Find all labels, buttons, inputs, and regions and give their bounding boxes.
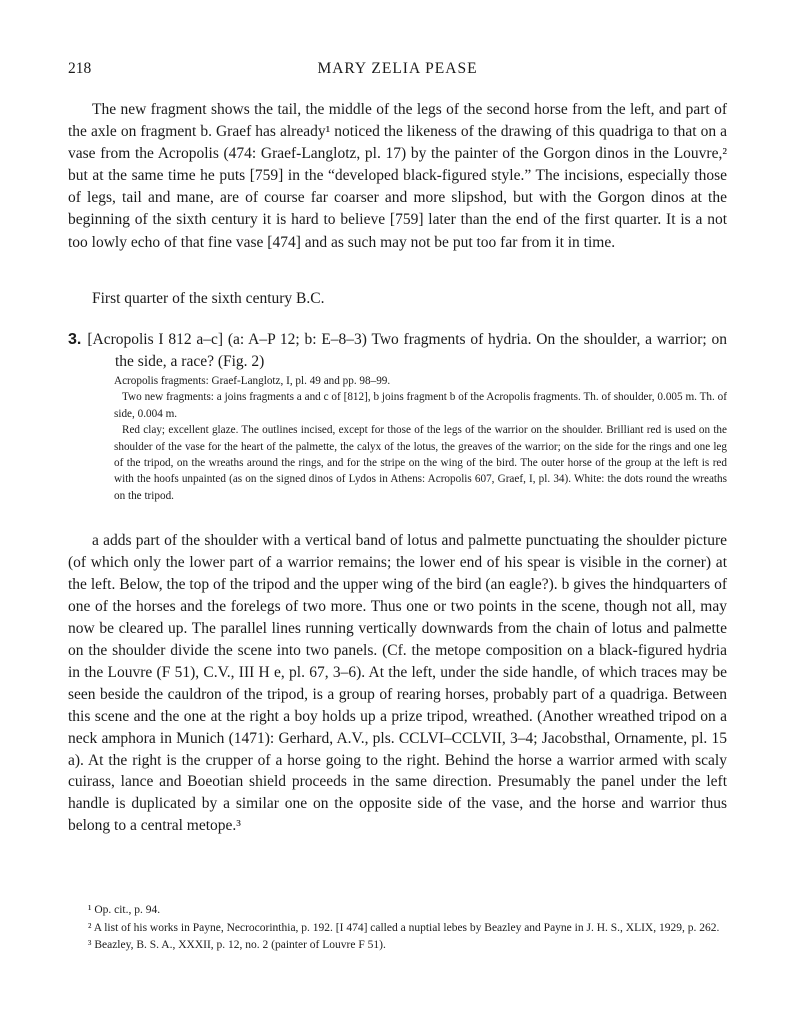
note-technique: Red clay; excellent glaze. The outlines incised, except for those of the legs of the warrior on the shoulder. Brilliant red is used on the shoulder of the vase for the heart of the palmette, the calyx of the lotus, the greaves of the warrior; on the side for the rings and one leg of the tripod, on the wreaths around the rings, and for the stripe on the wing of the bird. The outer horse of the group at the left is red with the hoofs unpainted (as on the signed dinos of Lydos in Athens: Acropolis 607, Graef, I, pl. 34). White: the dots round the wreaths on the tripod. bbox=[114, 424, 727, 502]
running-head: MARY ZELIA PEASE bbox=[317, 60, 478, 77]
note-new-fragments: Two new fragments: a joins fragments a and c of [812], b joins fragment b of the Acropolis fragments. Th. of shoulder, 0.005 m. Th. of side, 0.004 m. bbox=[114, 391, 727, 420]
entry-heading: [Acropolis I 812 a–c] (a: A–P 12; b: E–8–3) Two fragments of hydria. On the shoulder, a warrior; on the side, a race? (Fig. 2) bbox=[87, 331, 727, 370]
date-line: First quarter of the sixth century B.C. bbox=[92, 290, 325, 307]
page-number: 218 bbox=[68, 60, 92, 77]
description-paragraph: a adds part of the shoulder with a vertical band of lotus and palmette punctuating the shoulder picture (of which only the lower part of a warrior remains; the lower end of his spear is visible in the corner) at the left. Below, the top of the tripod and the upper wing of the bird (an eagle?). b gives the hindquarters of one of the horses and the forelegs of two more. Thus one or two points in the scene, though not all, may now be cleared up. The parallel lines running vertically downwards from the chain of lotus and palmette on the shoulder divide the scene into two panels. (Cf. the metope composition on a black-figured hydria in the Louvre (F 51), C.V., III H e, pl. 67, 3–6). At the left, under the side handle, of which traces may be seen beside the cauldron of the tripod, is a group of rearing horses, probably part of a quadriga. Between this scene and the one at the right a boy holds up a prize tripod, wreathed. (Another wreathed tripod on a neck amphora in Munich (1471): Gerhard, A.V., pls. CCLVI–CCLVII, 3–4; Jacobsthal, Ornamente, pl. 15 a). At the right is the crupper of a horse going to the right. Behind the horse a warrior armed with scaly cuirass, lance and Boeotian shield proceeds in the same direction. Presumably the panel under the left handle is duplicated by a similar one on the opposite side of the vase, and the horse and warrior thus belong to a central metope.³ bbox=[68, 532, 727, 835]
note-acropolis-fragments: Acropolis fragments: Graef-Langlotz, I, pl. 49 and pp. 98–99. bbox=[114, 375, 391, 387]
page-header bbox=[68, 60, 727, 86]
entry-notes bbox=[114, 373, 727, 504]
entry-heading-block bbox=[68, 329, 727, 373]
footnote-2: ² A list of his works in Payne, Necrocorinthia, p. 192. [I 474] called a nuptial lebes by Beazley and Payne in J. H. S., XLIX, 1929, p. 262. bbox=[88, 921, 720, 934]
intro-paragraph: The new fragment shows the tail, the middle of the legs of the second horse from the left, and part of the axle on fragment b. Graef has already¹ noticed the likeness of the drawing of this quadriga to that on a vase from the Acropolis (474: Graef-Langlotz, pl. 17) by the painter of the Gorgon dinos in the Louvre,² but at the same time he puts [759] in the “developed black-figured style.” The incisions, especially those of legs, tail and mane, are of course far coarser and more slipshod, but with the Gorgon dinos at the beginning of the sixth century it is hard to believe [759] later than the end of the first quarter. It is a not too lowly echo of that fine vase [474] and as such may not be put too far from it in time. bbox=[68, 101, 727, 251]
catalogue-entry bbox=[68, 329, 727, 373]
footnotes bbox=[68, 902, 727, 955]
entry-number: 3. bbox=[68, 331, 82, 348]
footnote-1: ¹ Op. cit., p. 94. bbox=[88, 904, 161, 916]
footnote-3: ³ Beazley, B. S. A., XXXII, p. 12, no. 2 (painter of Louvre F 51). bbox=[88, 939, 386, 951]
